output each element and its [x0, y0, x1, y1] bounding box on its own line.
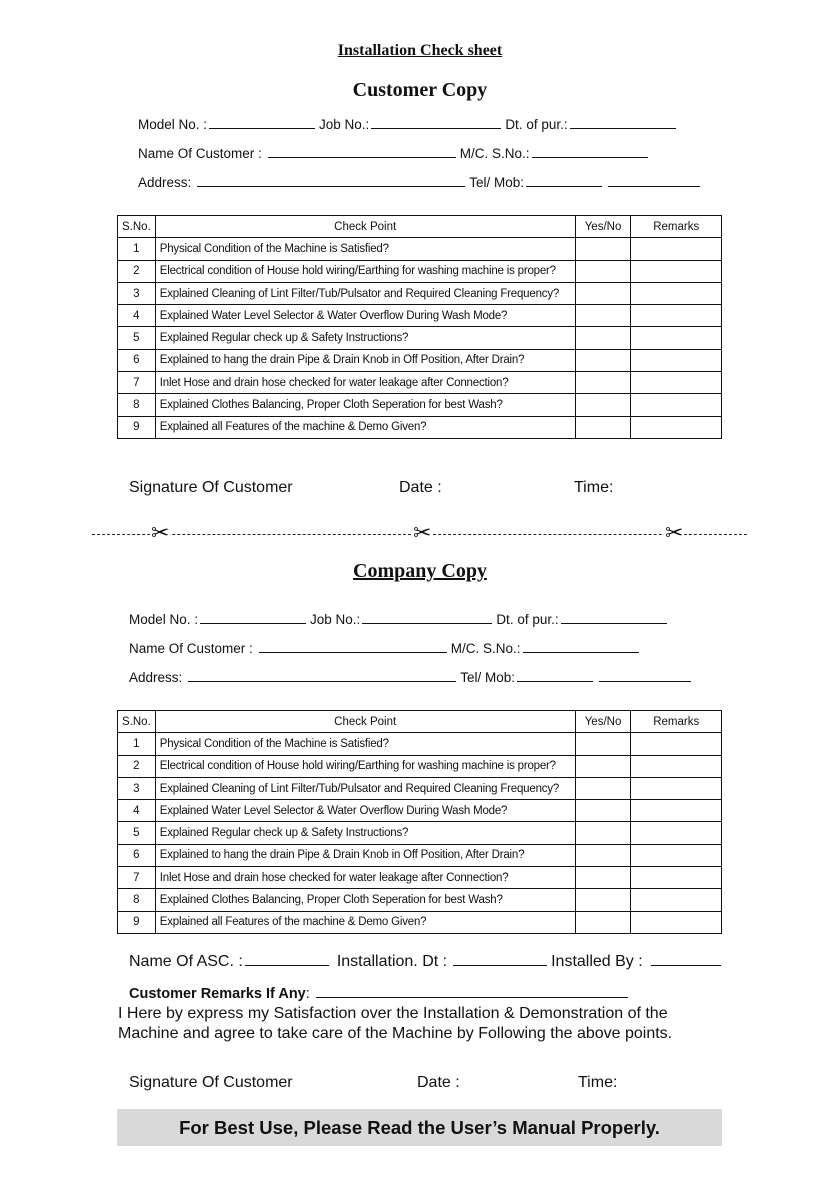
job-no-field[interactable]: [362, 612, 492, 624]
address-field[interactable]: [188, 670, 456, 682]
customer-copy-title: Customer Copy: [352, 79, 488, 101]
row-sno: 5: [118, 822, 156, 844]
mc-sno-label: M/C. S.No.:: [450, 641, 521, 656]
row-yes-no-cell[interactable]: [575, 889, 631, 911]
asc-name-label: Name Of ASC. :: [129, 953, 243, 970]
row-yes-no-cell[interactable]: [575, 822, 631, 844]
installed-by-label: Installed By :: [551, 953, 643, 970]
mc-sno-label: M/C. S.No.:: [459, 146, 530, 161]
row-remarks-cell[interactable]: [631, 260, 722, 282]
row-yes-no-cell[interactable]: [575, 260, 631, 282]
customer-time-label: Time:: [574, 479, 614, 496]
row-check-point: Explained Clothes Balancing, Proper Cloth Seperation for best Wash?: [155, 889, 575, 911]
row-yes-no-cell[interactable]: [575, 777, 631, 799]
company-row-model: [129, 612, 671, 627]
row-sno: 9: [118, 911, 156, 933]
sheet-title: Installation Check sheet: [337, 42, 503, 59]
tel-field[interactable]: [517, 670, 593, 682]
customer-remarks-colon: :: [305, 986, 310, 1002]
col-sno: S.No.: [118, 711, 156, 733]
job-no-label: Job No.:: [310, 612, 361, 627]
row-remarks-cell[interactable]: [631, 755, 722, 777]
row-yes-no-cell[interactable]: [575, 394, 631, 416]
row-check-point: Explained to hang the drain Pipe & Drain Knob in Off Position, After Drain?: [155, 844, 575, 866]
installed-by-field[interactable]: [651, 952, 721, 966]
row-sno: 8: [118, 394, 156, 416]
table-row: [118, 889, 722, 911]
row-yes-no-cell[interactable]: [575, 372, 631, 394]
asc-row: [129, 952, 725, 971]
row-sno: 1: [118, 733, 156, 755]
scissors-icon: ✂: [151, 520, 170, 545]
model-no-field[interactable]: [200, 612, 306, 624]
table-row: [118, 800, 722, 822]
row-check-point: Physical Condition of the Machine is Satisfied?: [155, 238, 575, 260]
row-remarks-cell[interactable]: [631, 238, 722, 260]
row-check-point: Explained Regular check up & Safety Instructions?: [155, 822, 575, 844]
customer-name-field[interactable]: [259, 641, 447, 653]
row-check-point: Explained Cleaning of Lint Filter/Tub/Pulsator and Required Cleaning Frequency?: [155, 777, 575, 799]
row-yes-no-cell[interactable]: [575, 867, 631, 889]
customer-remarks-field[interactable]: [316, 985, 628, 998]
row-check-point: Explained Cleaning of Lint Filter/Tub/Pulsator and Required Cleaning Frequency?: [155, 282, 575, 304]
mob-field[interactable]: [608, 175, 700, 187]
row-yes-no-cell[interactable]: [575, 282, 631, 304]
installation-dt-field[interactable]: [453, 952, 547, 966]
table-row: [118, 260, 722, 282]
row-yes-no-cell[interactable]: [575, 238, 631, 260]
row-check-point: Electrical condition of House hold wiring/Earthing for washing machine is proper?: [155, 755, 575, 777]
table-row: [118, 282, 722, 304]
mob-field[interactable]: [599, 670, 691, 682]
dt-pur-label: Dt. of pur.:: [505, 117, 568, 132]
row-remarks-cell[interactable]: [631, 416, 722, 438]
row-check-point: Electrical condition of House hold wiring/Earthing for washing machine is proper?: [155, 260, 575, 282]
row-remarks-cell[interactable]: [631, 394, 722, 416]
row-sno: 8: [118, 889, 156, 911]
dt-pur-label: Dt. of pur.:: [496, 612, 559, 627]
col-sno: S.No.: [118, 216, 156, 238]
row-yes-no-cell[interactable]: [575, 844, 631, 866]
manual-notice-banner: For Best Use, Please Read the User’s Manual Properly.: [117, 1109, 722, 1146]
customer-row-name: [138, 146, 652, 161]
table-row: [118, 822, 722, 844]
customer-remarks-label: Customer Remarks If Any: [129, 986, 306, 1002]
row-sno: 3: [118, 777, 156, 799]
table-row: [118, 416, 722, 438]
row-check-point: Explained Water Level Selector & Water Overflow During Wash Mode?: [155, 800, 575, 822]
row-yes-no-cell[interactable]: [575, 800, 631, 822]
row-remarks-cell[interactable]: [631, 349, 722, 371]
model-no-label: Model No. :: [138, 117, 208, 132]
row-check-point: Explained to hang the drain Pipe & Drain Knob in Off Position, After Drain?: [155, 349, 575, 371]
asc-name-field[interactable]: [245, 952, 329, 966]
row-check-point: Explained Regular check up & Safety Instructions?: [155, 327, 575, 349]
company-checklist-table: [117, 710, 722, 934]
row-yes-no-cell[interactable]: [575, 911, 631, 933]
scissors-icon: ✂: [665, 520, 684, 545]
address-label: Address:: [129, 670, 183, 685]
mc-sno-field[interactable]: [523, 641, 639, 653]
declaration-text: I Here by express my Satisfaction over the Installation & Demonstration of the Machine and agree to take care of the Machine by Following the above points.: [118, 1005, 673, 1042]
row-sno: 7: [118, 372, 156, 394]
installation-dt-label: Installation. Dt :: [336, 953, 448, 970]
row-yes-no-cell[interactable]: [575, 733, 631, 755]
row-remarks-cell[interactable]: [631, 777, 722, 799]
row-remarks-cell[interactable]: [631, 800, 722, 822]
customer-signature-label: Signature Of Customer: [129, 479, 293, 496]
model-no-field[interactable]: [209, 117, 315, 129]
row-sno: 4: [118, 305, 156, 327]
row-check-point: Explained Clothes Balancing, Proper Cloth Seperation for best Wash?: [155, 394, 575, 416]
table-row: [118, 327, 722, 349]
scissors-icon: ✂: [413, 520, 432, 545]
col-check-point: Check Point: [155, 711, 575, 733]
tel-label: Tel/ Mob:: [469, 175, 525, 190]
row-sno: 6: [118, 349, 156, 371]
row-check-point: Inlet Hose and drain hose checked for water leakage after Connection?: [155, 372, 575, 394]
row-sno: 2: [118, 260, 156, 282]
col-remarks: Remarks: [631, 216, 722, 238]
row-sno: 7: [118, 867, 156, 889]
row-yes-no-cell[interactable]: [575, 416, 631, 438]
row-sno: 2: [118, 755, 156, 777]
row-remarks-cell[interactable]: [631, 911, 722, 933]
row-sno: 3: [118, 282, 156, 304]
row-sno: 5: [118, 327, 156, 349]
table-row: [118, 844, 722, 866]
remarks-row: [129, 985, 632, 1002]
model-no-label: Model No. :: [129, 612, 199, 627]
job-no-label: Job No.:: [319, 117, 370, 132]
col-check-point: Check Point: [155, 216, 575, 238]
company-date-label: Date :: [417, 1074, 460, 1091]
dt-pur-field[interactable]: [561, 612, 667, 624]
row-check-point: Explained all Features of the machine & Demo Given?: [155, 416, 575, 438]
tel-label: Tel/ Mob:: [460, 670, 516, 685]
row-remarks-cell[interactable]: [631, 282, 722, 304]
row-yes-no-cell[interactable]: [575, 305, 631, 327]
col-yes-no: Yes/No: [575, 216, 631, 238]
table-row: [118, 733, 722, 755]
row-yes-no-cell[interactable]: [575, 349, 631, 371]
row-sno: 9: [118, 416, 156, 438]
col-yes-no: Yes/No: [575, 711, 631, 733]
customer-name-label: Name Of Customer :: [129, 641, 253, 656]
row-check-point: Explained all Features of the machine & Demo Given?: [155, 911, 575, 933]
customer-date-label: Date :: [399, 479, 442, 496]
address-field[interactable]: [197, 175, 465, 187]
table-row: [118, 305, 722, 327]
customer-row-address: [138, 175, 704, 190]
table-row: [118, 238, 722, 260]
table-row: [118, 349, 722, 371]
row-remarks-cell[interactable]: [631, 305, 722, 327]
row-remarks-cell[interactable]: [631, 372, 722, 394]
row-sno: 4: [118, 800, 156, 822]
row-remarks-cell[interactable]: [631, 733, 722, 755]
table-row: [118, 394, 722, 416]
mc-sno-field[interactable]: [532, 146, 648, 158]
table-row: [118, 911, 722, 933]
row-remarks-cell[interactable]: [631, 822, 722, 844]
col-remarks: Remarks: [631, 711, 722, 733]
company-row-address: [129, 670, 695, 685]
job-no-field[interactable]: [371, 117, 501, 129]
company-copy-title: Company Copy: [353, 560, 487, 582]
customer-row-model: [138, 117, 680, 132]
dt-pur-field[interactable]: [570, 117, 676, 129]
row-check-point: Physical Condition of the Machine is Satisfied?: [155, 733, 575, 755]
row-check-point: Inlet Hose and drain hose checked for water leakage after Connection?: [155, 867, 575, 889]
table-row: [118, 372, 722, 394]
row-sno: 1: [118, 238, 156, 260]
row-remarks-cell[interactable]: [631, 327, 722, 349]
row-remarks-cell[interactable]: [631, 867, 722, 889]
table-row: [118, 755, 722, 777]
company-row-name: [129, 641, 643, 656]
customer-name-field[interactable]: [268, 146, 456, 158]
customer-checklist-table: [117, 215, 722, 439]
row-yes-no-cell[interactable]: [575, 755, 631, 777]
company-time-label: Time:: [578, 1074, 618, 1091]
table-row: [118, 777, 722, 799]
row-remarks-cell[interactable]: [631, 889, 722, 911]
row-remarks-cell[interactable]: [631, 844, 722, 866]
row-sno: 6: [118, 844, 156, 866]
address-label: Address:: [138, 175, 192, 190]
row-yes-no-cell[interactable]: [575, 327, 631, 349]
row-check-point: Explained Water Level Selector & Water Overflow During Wash Mode?: [155, 305, 575, 327]
tel-field[interactable]: [526, 175, 602, 187]
table-row: [118, 867, 722, 889]
company-signature-label: Signature Of Customer: [129, 1074, 293, 1091]
customer-name-label: Name Of Customer :: [138, 146, 262, 161]
